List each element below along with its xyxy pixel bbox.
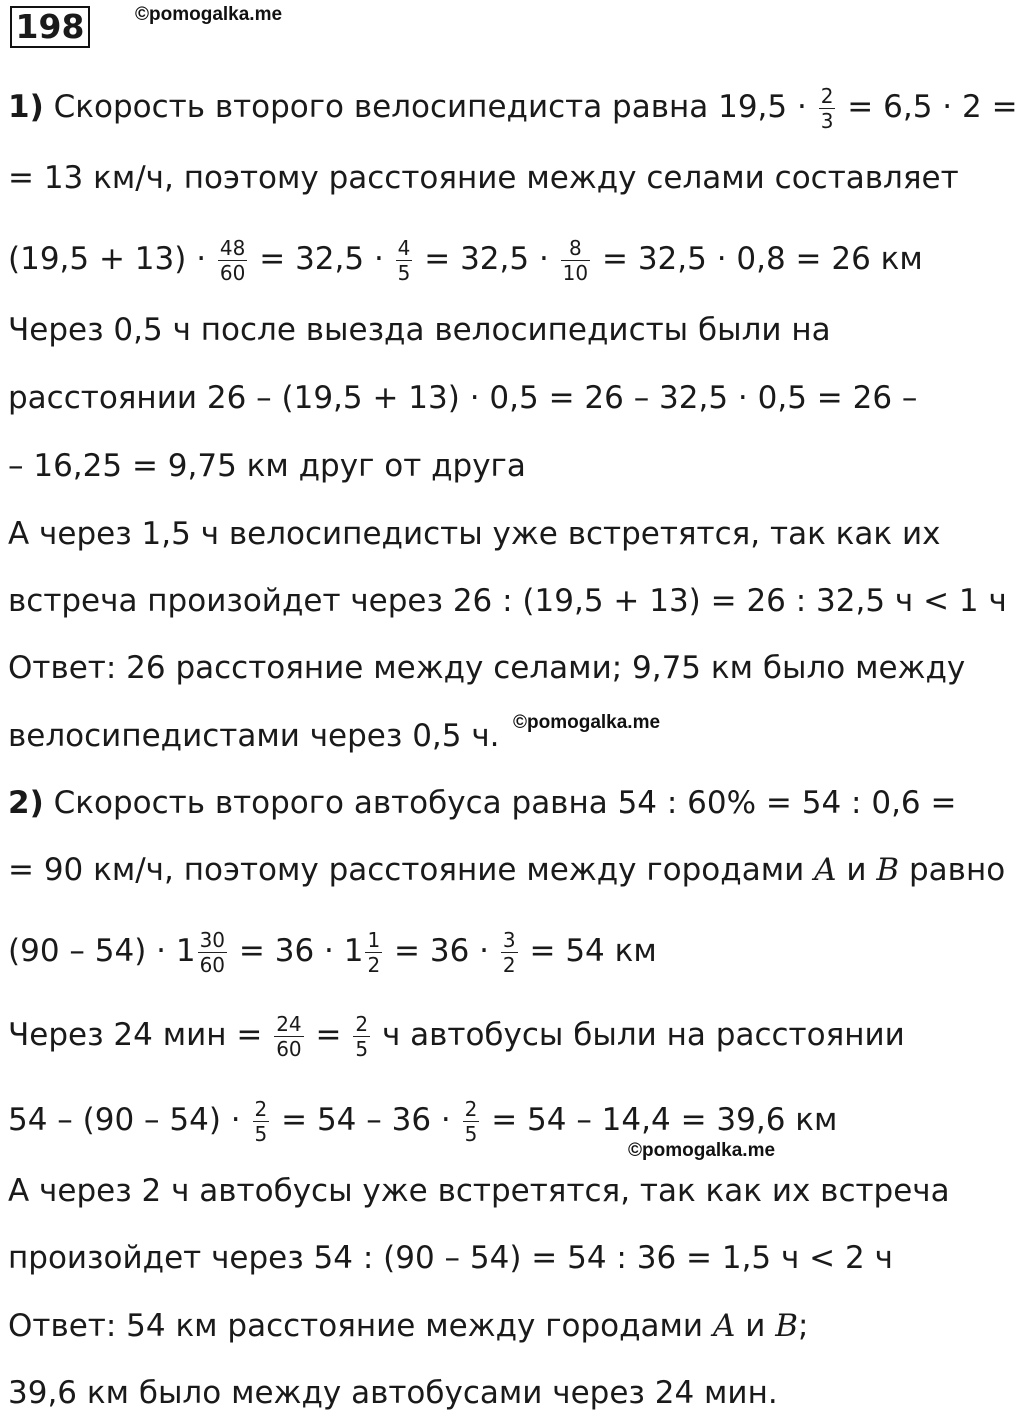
text: = 54 км xyxy=(529,933,657,969)
text: = xyxy=(315,1017,342,1053)
text: = 36 · xyxy=(394,933,490,969)
part2-line-7: произойдет через 54 : (90 – 54) = 54 : 36 = 1,5 ч < 2 ч xyxy=(8,1240,893,1276)
part1-line-4: Через 0,5 ч после выезда велосипедисты были на xyxy=(8,312,831,348)
part1-line-7: А через 1,5 ч велосипедисты уже встретятся, так как их xyxy=(8,516,941,552)
watermark: ©pomogalka.me xyxy=(513,712,661,733)
part2-label: 2) xyxy=(8,785,44,821)
text: Через 24 мин = xyxy=(8,1017,263,1053)
text: Скорость второго велосипедиста равна 19,5 · xyxy=(53,89,807,125)
text: Скорость второго автобуса равна 54 : 60% = 54 : 0,6 = xyxy=(53,785,957,821)
part1-line-5: расстоянии 26 – (19,5 + 13) · 0,5 = 26 – 32,5 · 0,5 = 26 – xyxy=(8,380,918,416)
fraction: $\frac{24}{60}$ xyxy=(276,1012,302,1061)
part2-line-1 xyxy=(8,785,956,821)
text: = 6,5 · 2 = xyxy=(847,89,1018,125)
part1-line-3 xyxy=(8,236,923,285)
fraction: $\frac{2}{3}$ xyxy=(820,84,834,133)
fraction: $\frac{1}{2}$ xyxy=(367,928,381,977)
fraction: $\frac{2}{5}$ xyxy=(254,1097,268,1146)
part1-line-8: встреча произойдет через 26 : (19,5 + 13) = 26 : 32,5 ч < 1 ч xyxy=(8,583,1007,619)
text: = 32,5 · xyxy=(259,241,384,277)
text: = 36 · 1 xyxy=(238,933,364,969)
fraction: $\frac{3}{2}$ xyxy=(502,928,516,977)
text: Ответ: 54 км расстояние между городами xyxy=(8,1308,704,1344)
fraction: $\frac{2}{5}$ xyxy=(464,1097,478,1146)
part2-line-2 xyxy=(8,852,1005,888)
text: = 32,5 · xyxy=(424,241,549,277)
part2-line-3 xyxy=(8,928,657,977)
text: (19,5 + 13) · xyxy=(8,241,207,277)
text: ч автобусы были на расстоянии xyxy=(381,1017,905,1053)
part2-line-5 xyxy=(8,1097,837,1146)
text: = 54 – 36 · xyxy=(281,1102,451,1138)
text: = 90 км/ч, поэтому расстояние между городами xyxy=(8,852,805,888)
part1-line-6: – 16,25 = 9,75 км друг от друга xyxy=(8,448,526,484)
text: ; xyxy=(797,1308,809,1344)
text: и xyxy=(846,852,867,888)
part1-label: 1) xyxy=(8,89,44,125)
fraction: $\frac{2}{5}$ xyxy=(355,1012,369,1061)
text: (90 – 54) · 1 xyxy=(8,933,196,969)
part1-line-10: велосипедистами через 0,5 ч. xyxy=(8,718,500,754)
text: = 54 – 14,4 = 39,6 км xyxy=(491,1102,838,1138)
fraction: $\frac{8}{10}$ xyxy=(562,236,589,285)
part2-line-8 xyxy=(8,1308,808,1344)
part1-line-1 xyxy=(8,84,1018,133)
fraction: $\frac{4}{5}$ xyxy=(397,236,411,285)
part2-line-9: 39,6 км было между автобусами через 24 мин. xyxy=(8,1375,778,1411)
variable-b: B xyxy=(775,1308,798,1344)
fraction: $\frac{30}{60}$ xyxy=(199,928,226,977)
problem-number: 198 xyxy=(10,6,90,48)
part2-line-4 xyxy=(8,1012,905,1061)
text: = 32,5 · 0,8 = 26 км xyxy=(601,241,923,277)
text: равно xyxy=(909,852,1006,888)
watermark: ©pomogalka.me xyxy=(628,1140,776,1161)
variable-a: A xyxy=(712,1308,736,1344)
fraction: $\frac{48}{60}$ xyxy=(219,236,246,285)
text: и xyxy=(745,1308,766,1344)
part1-line-9: Ответ: 26 расстояние между селами; 9,75 км было между xyxy=(8,650,966,686)
part2-line-6: А через 2 ч автобусы уже встретятся, так как их встреча xyxy=(8,1173,950,1209)
part1-line-2: = 13 км/ч, поэтому расстояние между селами составляет xyxy=(8,160,959,196)
watermark: ©pomogalka.me xyxy=(135,4,283,25)
text: 54 – (90 – 54) · xyxy=(8,1102,241,1138)
variable-b: B xyxy=(876,852,900,888)
variable-a: A xyxy=(814,852,837,888)
